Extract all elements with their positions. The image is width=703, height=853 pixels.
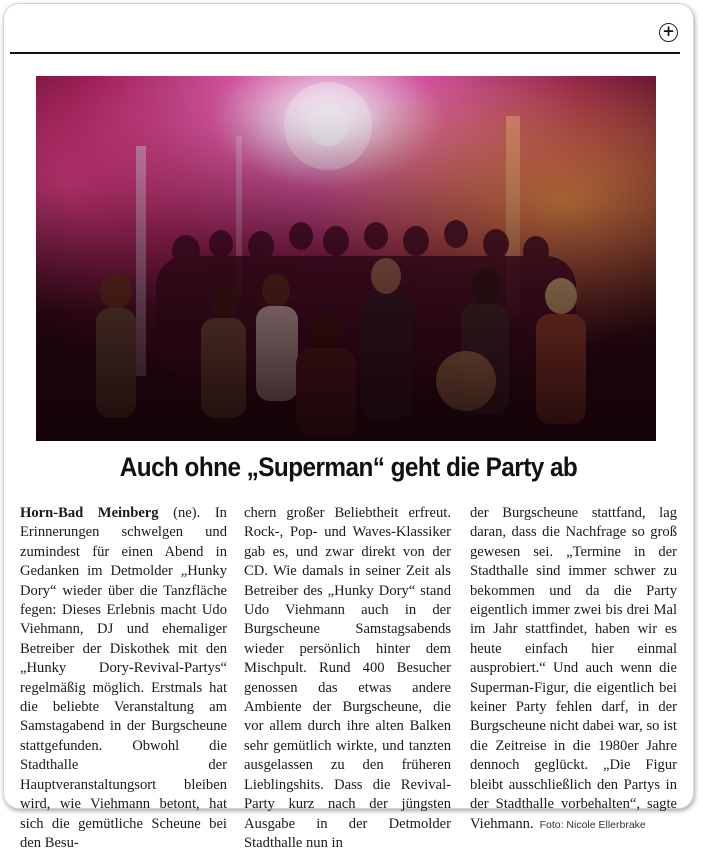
article-column-3: [470, 504, 677, 835]
article-column-2: [244, 504, 451, 853]
article-column-1: [20, 504, 227, 853]
expand-button[interactable]: +: [659, 23, 678, 42]
header-rule: [10, 52, 680, 54]
article-headline: Auch ohne „Superman“ geht die Party ab: [119, 452, 578, 482]
photo-credit: Foto: Nicole Ellerbrake: [539, 818, 646, 831]
article-text-3: der Burgscheune stattfand, lag daran, dass die Nachfrage so groß gewesen sei. „Termine in der Stadthalle sind immer schwer zu bekommen und da die Party eigentlich immer zwei bis drei Mal im Jahr stattfindet, haben wir es heute einfach hier einmal ausprobiert.“ Und auch wenn die Superman-Figur, die eigentlich bei keiner Party fehlen darf, in der Burgscheune nicht dabei war, so ist die Zeitreise in die 1980er Jahre dennoch geglückt. „Die Figur bleibt ausschließlich den Partys in der Stadthalle vorbehalten“, sagte Viehmann.: [470, 505, 677, 832]
party-crowd-illustration: [36, 76, 656, 441]
article-card: [3, 3, 694, 851]
party-photo: [36, 76, 656, 441]
article-text-2: chern großer Beliebtheit erfreut. Rock-, Pop- und Waves-Klassiker gab es, und zwar direkt von der CD. Wie damals in seiner Zeit als Betreiber des „Hunky Dory“ stand Udo Viehmann auch in der Burgscheune Samstagsabends wieder persönlich hinter dem Mischpult. Rund 400 Besucher genossen das etwas andere Ambiente der Burgscheune, die vor allem durch ihre alten Balken sehr gemütlich wirkte, und tanzten ausgelassen zu den früheren Lieblingshits. Dass die Revival-Party kurz nach der jüngsten Ausgabe in der Detmolder Stadthalle nun in: [244, 505, 451, 851]
article-text-1: (ne). In Erinnerungen schwelgen und zumindest für einen Abend in Gedanken im Detmolder „Hunky Dory“ wieder über die Tanzfläche fegen: Dieses Erlebnis macht Udo Viehmann, DJ und ehemaliger Betreiber der Diskothek mit den „Hunky Dory-Revival-Partys“ regelmäßig möglich. Erstmals hat die beliebte Veranstaltung am Samstagabend in der Burgscheune stattgefunden. Obwohl die Stadthalle der Hauptveranstaltungsort bleiben wird, wie Viehmann betont, hat sich die gemütliche Scheune bei den Besu-: [20, 505, 227, 851]
article-dateline: Horn-Bad Meinberg: [20, 505, 159, 521]
